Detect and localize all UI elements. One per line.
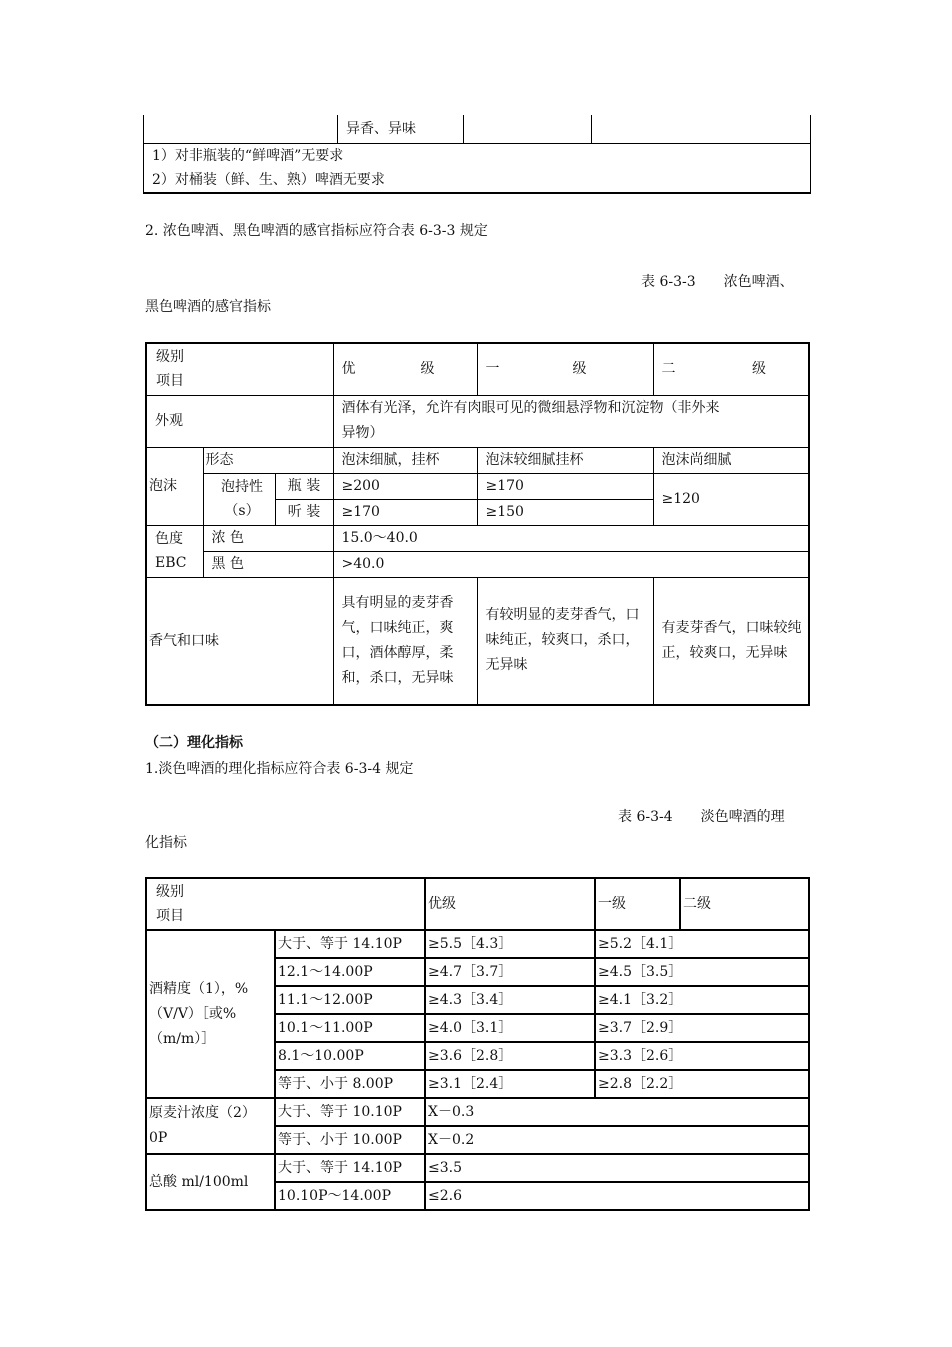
alcohol-grade-1: ≥3.6［2.8］ bbox=[425, 1042, 595, 1070]
alcohol-grade-2: ≥5.2［4.1］ bbox=[595, 930, 809, 958]
dark-label: 浓 色 bbox=[203, 525, 333, 551]
alcohol-range: 11.1～12.00P bbox=[275, 986, 425, 1014]
caption-1-right: 表 6-3-3 浓色啤酒、 bbox=[641, 274, 794, 290]
alcohol-label: 酒精度（1），%（V/V）［或%（m/m）］ bbox=[146, 930, 275, 1098]
foam-hold-label: 泡持性 （s） bbox=[203, 473, 275, 525]
header-grade-2: 一 级 bbox=[477, 343, 653, 395]
section-heading: （二）理化指标 bbox=[145, 735, 243, 751]
bottle-grade-2: ≥170 bbox=[477, 473, 653, 499]
alcohol-grade-2: ≥2.8［2.2］ bbox=[595, 1070, 809, 1098]
header-grade-1: 优级 bbox=[425, 878, 595, 930]
header-grade-3: 二 级 bbox=[653, 343, 809, 395]
alcohol-grade-1: ≥4.7［3.7］ bbox=[425, 958, 595, 986]
can-grade-2: ≥150 bbox=[477, 499, 653, 525]
wort-range: 等于、小于 10.00P bbox=[275, 1126, 425, 1154]
can-label: 听 装 bbox=[275, 499, 333, 525]
paragraph-1: 2. 浓色啤酒、黑色啤酒的感官指标应符合表 6-3-3 规定 bbox=[145, 223, 488, 239]
alcohol-grade-1: ≥3.1［2.4］ bbox=[425, 1070, 595, 1098]
aroma-grade-1: 具有明显的麦芽香气，口味纯正，爽口，酒体醇厚，柔和，杀口，无异味 bbox=[333, 577, 477, 705]
acid-range: 大于、等于 14.10P bbox=[275, 1154, 425, 1182]
wort-value: X－0.3 bbox=[425, 1098, 809, 1126]
form-grade-2: 泡沫较细腻挂杯 bbox=[477, 447, 653, 473]
continued-table bbox=[143, 115, 811, 194]
alcohol-range: 10.1～11.00P bbox=[275, 1014, 425, 1042]
header-grade-3: 二级 bbox=[680, 878, 809, 930]
black-label: 黑 色 bbox=[203, 551, 333, 577]
header-corner: 级别 项目 bbox=[146, 343, 333, 395]
foam-hold-grade-3: ≥120 bbox=[653, 473, 809, 525]
wort-label: 原麦汁浓度（2）0P bbox=[146, 1098, 275, 1154]
alcohol-range: 等于、小于 8.00P bbox=[275, 1070, 425, 1098]
alcohol-grade-1: ≥4.3［3.4］ bbox=[425, 986, 595, 1014]
header-grade-2: 一级 bbox=[595, 878, 680, 930]
continued-cell: 异香、异味 bbox=[338, 115, 464, 143]
aroma-label: 香气和口味 bbox=[146, 577, 333, 705]
header-corner: 级别 项目 bbox=[146, 878, 425, 930]
caption-1-left: 黑色啤酒的感官指标 bbox=[145, 299, 271, 315]
alcohol-range: 12.1～14.00P bbox=[275, 958, 425, 986]
alcohol-grade-2: ≥3.7［2.9］ bbox=[595, 1014, 809, 1042]
form-grade-3: 泡沫尚细腻 bbox=[653, 447, 809, 473]
wort-range: 大于、等于 10.10P bbox=[275, 1098, 425, 1126]
bottle-label: 瓶 装 bbox=[275, 473, 333, 499]
foam-label: 泡沫 bbox=[146, 447, 203, 525]
note-2: 2）对桶装（鲜、生、熟）啤酒无要求 bbox=[152, 171, 385, 188]
physicochemical-table bbox=[145, 877, 810, 1211]
appearance-label: 外观 bbox=[146, 395, 333, 447]
alcohol-grade-2: ≥3.3［2.6］ bbox=[595, 1042, 809, 1070]
paragraph-2: 1.淡色啤酒的理化指标应符合表 6-3-4 规定 bbox=[145, 761, 414, 777]
aroma-grade-2: 有较明显的麦芽香气，口味纯正，较爽口，杀口，无异味 bbox=[477, 577, 653, 705]
alcohol-grade-2: ≥4.1［3.2］ bbox=[595, 986, 809, 1014]
black-value: >40.0 bbox=[333, 551, 809, 577]
alcohol-grade-2: ≥4.5［3.5］ bbox=[595, 958, 809, 986]
header-grade-1: 优 级 bbox=[333, 343, 477, 395]
alcohol-grade-1: ≥4.0［3.1］ bbox=[425, 1014, 595, 1042]
appearance-value: 酒体有光泽，允许有肉眼可见的微细悬浮物和沉淀物（非外来异物） bbox=[333, 395, 809, 447]
acid-label: 总酸 ml/100ml bbox=[146, 1154, 275, 1210]
acid-value: ≤3.5 bbox=[425, 1154, 809, 1182]
sensory-table bbox=[145, 342, 810, 706]
can-grade-1: ≥170 bbox=[333, 499, 477, 525]
caption-2-left: 化指标 bbox=[145, 835, 187, 851]
bottle-grade-1: ≥200 bbox=[333, 473, 477, 499]
alcohol-grade-1: ≥5.5［4.3］ bbox=[425, 930, 595, 958]
form-label: 形态 bbox=[203, 447, 333, 473]
acid-value: ≤2.6 bbox=[425, 1182, 809, 1210]
table-notes bbox=[144, 143, 811, 193]
caption-2-right: 表 6-3-4 淡色啤酒的理 bbox=[618, 809, 785, 825]
note-1: 1）对非瓶装的“鲜啤酒”无要求 bbox=[152, 147, 344, 164]
aroma-grade-3: 有麦芽香气，口味较纯正，较爽口，无异味 bbox=[653, 577, 809, 705]
form-grade-1: 泡沫细腻，挂杯 bbox=[333, 447, 477, 473]
acid-range: 10.10P～14.00P bbox=[275, 1182, 425, 1210]
wort-value: X－0.2 bbox=[425, 1126, 809, 1154]
dark-value: 15.0～40.0 bbox=[333, 525, 809, 551]
alcohol-range: 大于、等于 14.10P bbox=[275, 930, 425, 958]
alcohol-range: 8.1～10.00P bbox=[275, 1042, 425, 1070]
color-label: 色度 EBC bbox=[146, 525, 203, 577]
